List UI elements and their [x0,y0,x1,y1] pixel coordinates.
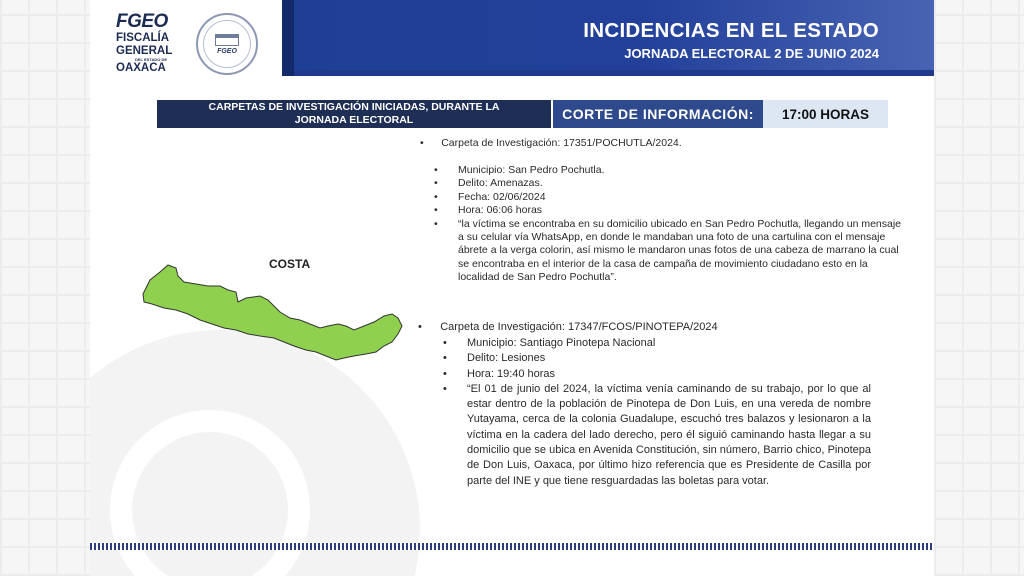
case2-details [443,336,871,489]
slide [90,0,934,576]
seal-text: FGEO [217,47,237,55]
logo-line4: OAXACA [116,62,166,74]
corte-label: CORTE DE INFORMACIÓN: [553,100,763,128]
logo-area [90,0,282,82]
fgeo-seal-icon [196,13,258,75]
costa-region-map [140,262,405,364]
left-background-pattern [0,0,90,576]
case2-delito: • Delito: Lesiones [443,351,871,366]
case1-municipio: • Municipio: San Pedro Pochutla. [434,164,904,177]
building-icon [215,34,239,46]
fgeo-logo [116,12,186,75]
logo-line1: FISCALÍA [116,32,170,44]
region-label: COSTA [269,257,311,271]
logo-acronym: FGEO [116,11,168,32]
info-description [157,100,551,128]
bullet-icon: • [420,137,424,149]
header-accent-strip [282,0,294,76]
case2-municipio: • Municipio: Santiago Pinotepa Nacional [443,336,871,351]
case1-hora: • Hora: 06:06 horas [434,204,904,217]
case1-carpeta-text: Carpeta de Investigación: 17351/POCHUTLA/2024. [441,137,682,149]
logo-line2: GENERAL [116,45,173,57]
bullet-icon: • [418,321,422,333]
page-title: INCIDENCIAS EN EL ESTADO [583,19,879,42]
case2-carpeta [418,321,718,334]
right-background-pattern [934,0,1024,576]
logo-line3: DEL ESTADO DE [134,57,168,62]
seal-inner [203,20,251,68]
case1-delito: • Delito: Amenazas. [434,177,904,190]
case1-carpeta [420,137,682,150]
page-subtitle: JORNADA ELECTORAL 2 DE JUNIO 2024 [624,46,879,61]
case1-fecha: • Fecha: 02/06/2024 [434,191,904,204]
case1-details [434,164,904,285]
case2-narrative: • “El 01 de junio del 2024, la víctima venía caminando de su trabajo, por lo que al estar dentro de la población de Pinotepa de Don Luis, en una vereda de nombre Yutayama, cerca de la colonia Guadalupe, escuchó tres balazos y lesionaron a la víctima en la cadera del lado derecho, pero él siguió caminando hasta llegar a su domicilio que se ubica en Avenida Constitución, sin número, Barrio chico, Pinotepa de Don Luis, Oaxaca, por último hizo referencia que es Presidente de Casilla por parte del INE y que tiene resguardadas las boletas para votar. [443,382,871,489]
case1-narrative: • “la víctima se encontraba en su domicilio ubicado en San Pedro Pochutla, llegando un mensaje a su celular vía WhatsApp, en donde le mandaban una foto de una cartulina con el mensaje ábrete a la verga colorin, así mismo le mandaron unas fotos de una cabeza de marrano la cual se encontraba en el interior de la casa de campaña de movimiento ciudadano esto en la localidad de San Pedro Pochutla”. [434,218,904,285]
corte-time: 17:00 HORAS [763,100,888,128]
info-description-line2: JORNADA ELECTORAL [294,114,414,126]
case2-carpeta-text: Carpeta de Investigación: 17347/FCOS/PINOTEPA/2024 [440,321,718,333]
info-description-line1: CARPETAS DE INVESTIGACIÓN INICIADAS, DURANTE LA [208,101,500,113]
costa-region-shape [143,265,402,360]
case2-hora: • Hora: 19:40 horas [443,367,871,382]
footer-stripe [90,543,934,550]
